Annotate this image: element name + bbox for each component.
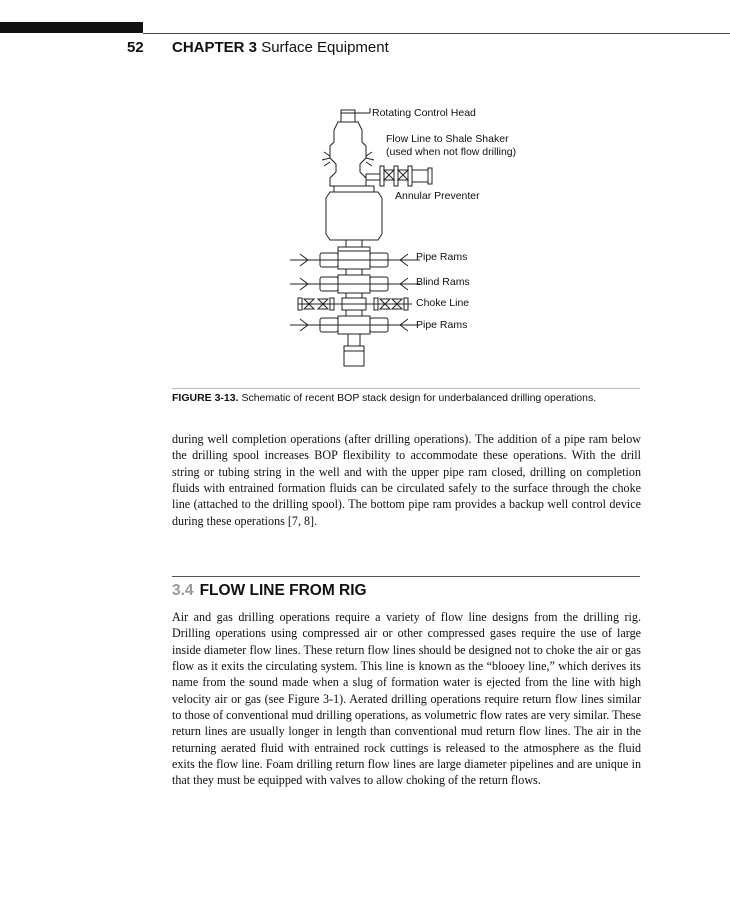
body-paragraph-1: during well completion operations (after drilling operations). The addition of a pipe ram below the drilling spool increases BOP flexibility to accommodate these operations. With the drill string or tubing string in the well and with the upper pipe ram closed, drilling on completion fluids with entrained formation fluids can be circulated safely to the surface through the choke line (attached to the drilling spool). The bottom pipe ram provides a backup well control device during these operations [7, 8].: [172, 432, 641, 528]
section-title: FLOW LINE FROM RIG: [199, 582, 367, 599]
blind-rams: [290, 275, 420, 293]
annular-preventer: [326, 186, 382, 240]
label-flow-line-note: (used when not flow drilling): [386, 146, 517, 158]
pipe-rams-top: [290, 251, 420, 269]
label-annular-preventer: Annular Preventer: [395, 190, 480, 202]
bop-stack-figure: [286, 100, 546, 372]
label-rotating-control-head: Rotating Control Head: [372, 107, 476, 119]
header-rule: [143, 33, 730, 34]
running-header: [172, 39, 389, 56]
caption-label: FIGURE 3-13.: [172, 392, 239, 404]
caption-rule: [172, 388, 640, 389]
figure-caption: [172, 392, 652, 404]
label-blind-rams: Blind Rams: [416, 276, 470, 288]
section-heading: [172, 582, 367, 600]
label-pipe-rams-bottom: Pipe Rams: [416, 319, 468, 331]
caption-text: Schematic of recent BOP stack design for underbalanced drilling operations.: [241, 392, 597, 404]
flow-line-valves: [366, 166, 432, 186]
label-flow-line: Flow Line to Shale Shaker: [386, 133, 509, 145]
header-bar: [0, 22, 143, 33]
section-number: 3.4: [172, 582, 194, 599]
page-number: 52: [127, 39, 144, 56]
choke-line-spool: [298, 298, 412, 310]
chapter-title: Surface Equipment: [261, 39, 389, 56]
section-rule: [172, 576, 640, 577]
label-choke-line: Choke Line: [416, 297, 470, 309]
wellhead: [344, 334, 364, 366]
chapter-label: CHAPTER 3: [172, 39, 258, 56]
label-pipe-rams-top: Pipe Rams: [416, 251, 468, 263]
pipe-rams-bottom: [290, 316, 420, 334]
body-paragraph-2: Air and gas drilling operations require a variety of flow line designs from the drilling rig. Drilling operations using compressed air or other compressed gases require the use of large inside diameter flow lines. These return flow lines should be designed not to choke the air or gas flow as it exits the circulating system. This line is known as the “blooey line,” which derives its name from the sound made when a slug of formation water is ejected from the line with high velocity air or gas (see Figure 3-1). Aerated drilling operations require return flow lines similar to those of conventional mud drilling operations, as volumetric flow rates are very similar. These return lines are usually longer in length than conventional mud return flow lines. The air in the returning aerated fluid with entrained rock cuttings is released to the atmosphere as the fluid exits the flow line. Foam drilling return flow lines are large diameter pipelines and are unique in that they must be equipped with valves to allow choking of the return flows.: [172, 610, 641, 788]
